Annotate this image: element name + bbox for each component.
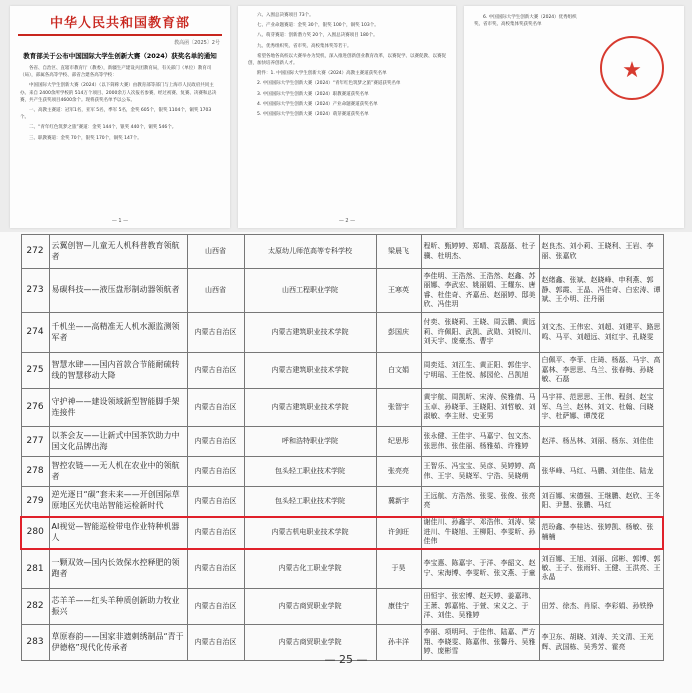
notice-page-3 (464, 6, 684, 228)
row-number: 275 (21, 353, 49, 389)
team-members: 谢佳川、孙鑫宇、邓浩伟、刘涛、梁进川、牛晓旭、王柳阳、李雯昕、孙佳伟 (421, 517, 539, 549)
attachment-item: 3. 中国国际大学生创新大赛（2024）职教赛道获奖名单 (257, 91, 369, 97)
header-red-line (18, 34, 222, 36)
row-number: 273 (21, 269, 49, 313)
table-row (21, 487, 663, 517)
row-number: 279 (21, 487, 49, 517)
school: 太原幼儿师范高等专科学校 (244, 235, 376, 269)
team-members: 王智乐、冯宝宝、吴彦、吴婷婷、高伟、王宇、吴晓军、宁浩、吴晓萌 (421, 457, 539, 487)
table-row (21, 313, 663, 353)
notice-paragraph: 七、产业命题赛道：金奖 30个，银奖 100个，铜奖 103个。 (257, 23, 379, 29)
school: 内蒙古化工职业学院 (244, 549, 376, 589)
province: 山西省 (187, 269, 244, 313)
table-row (21, 427, 663, 457)
row-number: 280 (21, 517, 49, 549)
project-name: 逆光逐日“碳”套未来——开创国际草原地区光伏电站智能运检新时代 (49, 487, 187, 517)
team-members: 田恒宇、张宏博、赵天婷、姜嘉玮、王萧、郭嘉铭、于萱、宋义之、于洋、刘佳、吴雅婷 (421, 589, 539, 625)
background-document-pages (0, 0, 692, 232)
attachment-item: 6. 中国国际大学生创新大赛（2024）优秀组织奖、省市奖、高校集体奖获奖名单 (474, 15, 577, 28)
team-members: 李宝惠、陈嘉宇、于洋、李韶文、赵宁、宋海博、李雯昕、张文燕、于童 (421, 549, 539, 589)
school: 包头轻工职业技术学院 (244, 457, 376, 487)
school: 包头轻工职业技术学院 (244, 487, 376, 517)
project-name: 云翼创智—儿童无人机科普教育领航者 (49, 235, 187, 269)
province: 山西省 (187, 235, 244, 269)
page-number: — 25 — (324, 653, 368, 666)
team-members: 张永健、王佳宇、马嘉宁、包文杰、张思伟、张佳丽、杨雅茹、许雅婷 (421, 427, 539, 457)
leader: 许剑旺 (376, 517, 421, 549)
notice-paragraph: 各省、自治区、直辖市教育厅（教委），新疆生产建设兵团教育局，有关部门（单位）教育司（局），部属各高等学校、部省合建各高等学校： (20, 66, 212, 79)
leader: 彭国庆 (376, 313, 421, 353)
project-name: 易碳科技——液压盘形制动器领航者 (49, 269, 187, 313)
notice-page-2 (238, 6, 456, 228)
province: 内蒙古自治区 (187, 353, 244, 389)
mentors: 马宇祥、范思思、王伟、程剑、赵宝军、乌兰、赵林、刘文、杜翰、闫晓宇、杜萨娜、谭茂花 (539, 389, 663, 427)
table-row (21, 389, 663, 427)
leader: 白文娟 (376, 353, 421, 389)
province: 内蒙古自治区 (187, 427, 244, 457)
table-row (21, 549, 663, 589)
province: 内蒙古自治区 (187, 389, 244, 427)
project-name: 草原春韵——国家非遗刺绣制品“青于伊德格”现代化传承者 (49, 625, 187, 661)
leader: 王寒英 (376, 269, 421, 313)
province: 内蒙古自治区 (187, 589, 244, 625)
notice-paragraph: 中国国际大学生创新大赛（2024）（以下简称大赛）由教育部等部门与上海市人民政府共同主办。来自 2400余所学校的 514万个项目、2000余万人次报名参赛，经过初赛、复赛、决赛和总决赛，共产生获奖项目4600余个。现将获奖名单予以公布。 (20, 83, 217, 103)
school: 呼和浩特职业学院 (244, 427, 376, 457)
mentors: 白佩平、李菲、庄琦、杨磊、马宇、高嘉林、李思思、乌兰、张春梅、孙晓敏、石磊 (539, 353, 663, 389)
leader: 张智宇 (376, 389, 421, 427)
leader: 康佳宁 (376, 589, 421, 625)
school: 山西工程职业学院 (244, 269, 376, 313)
mentors: 赵良杰、刘小莉、王晓利、王岩、李丽、张嘉欣 (539, 235, 663, 269)
mentors: 田芳、徐杰、肖原、李彩娟、孙铁铮 (539, 589, 663, 625)
leader: 冀新宇 (376, 487, 421, 517)
project-name: AI视觉—智能巡检带电作业特种机器人 (49, 517, 187, 549)
team-members: 程昕、甄婷婷、郑晴、袁磊磊、杜子骥、杜明杰、 (421, 235, 539, 269)
project-name: 智慧水肆——国内首款合节能耐硫转线的智慧移动大降 (49, 353, 187, 389)
document-number: 教高函〔2025〕2号 (174, 40, 220, 46)
notice-paragraph: 三、职教赛道：金奖 70个，银奖 170个，铜奖 147个。 (29, 135, 142, 141)
leader: 孙丰洋 (376, 625, 421, 661)
row-number: 278 (21, 457, 49, 487)
mentors: 李卫东、胡晓、刘涛、关文清、王光辉、武国栋、吴秀芳、霍亮 (539, 625, 663, 661)
notice-paragraph: 二、“青年红色筑梦之旅”赛道：金奖 144个，银奖 440个，铜奖 546个。 (29, 125, 177, 131)
table-row-highlighted (21, 517, 663, 549)
school: 内蒙古建筑职业技术学院 (244, 313, 376, 353)
notice-paragraph: 一、高教主赛道：冠军1名，亚军 5名，季军 5名，金奖 605个，银奖 1104个，铜奖 1703个。 (20, 108, 212, 121)
row-number: 281 (21, 549, 49, 589)
team-members: 李佳明、王浩然、王浩然、赵鑫、苏丽娜、李武宏、姚丽娟、王耀东、唐睿、杜佳奇、齐嘉岳、赵丽婷、邸美欣、冯佳玥 (421, 269, 539, 313)
table-row (21, 589, 663, 625)
leader: 纪思彤 (376, 427, 421, 457)
award-list-page (0, 232, 692, 693)
page-number: — 1 — (111, 218, 129, 224)
project-name: 一颗双效—国内长效保水控释肥的领跑者 (49, 549, 187, 589)
province: 内蒙古自治区 (187, 625, 244, 661)
notice-title: 教育部关于公布中国国际大学生创新大赛（2024）获奖名单的通知 (23, 52, 217, 60)
leader: 梁晨飞 (376, 235, 421, 269)
province: 内蒙古自治区 (187, 457, 244, 487)
school: 内蒙古商贸职业学院 (244, 625, 376, 661)
table-row (21, 235, 663, 269)
province: 内蒙古自治区 (187, 487, 244, 517)
row-number: 274 (21, 313, 49, 353)
page-number: — 2 — (338, 218, 356, 224)
leader: 张亮亮 (376, 457, 421, 487)
attachment-item: 2. 中国国际大学生创新大赛（2024）“青年红色筑梦之旅”赛道获奖名单 (257, 81, 401, 87)
project-name: 守护神——建设领域新型智能脚手架连接件 (49, 389, 187, 427)
row-number: 277 (21, 427, 49, 457)
team-members: 付奕、张晓莉、王晓、周云鹏、黄远莉、许佩阳、武凯、武勋、刘锐川、刘天宇、庞豪杰、曹宇 (421, 313, 539, 353)
row-number: 272 (21, 235, 49, 269)
school: 内蒙古建筑职业技术学院 (244, 389, 376, 427)
project-name: 以茶会友——让新式中国茶饮助力中国文化品牌出海 (49, 427, 187, 457)
attachment-item: 5. 中国国际大学生创新大赛（2024）萌芽赛道获奖名单 (257, 111, 369, 117)
province: 内蒙古自治区 (187, 517, 244, 549)
attachment-item: 4. 中国国际大学生创新大赛（2024）产业命题赛道获奖名单 (257, 101, 378, 107)
school: 内蒙古商贸职业学院 (244, 589, 376, 625)
school: 内蒙古机电职业技术学院 (244, 517, 376, 549)
official-seal (600, 36, 664, 100)
mentors: 刘百娜、王旭、刘丽、邱彬、郭博、郭敏、王子、张雨轩、王健、王洪亮、王永晶 (539, 549, 663, 589)
award-table (20, 234, 664, 661)
mentors: 刘文杰、王伟宏、刘超、刘建平、路思鸣、马平、刘超远、刘红宇、孔晓雯 (539, 313, 663, 353)
notice-paragraph: 希望各地各高校以大赛举办为契机，深入推进创新创业教育改革，以赛促学、以赛促教、以赛促创，加快培养创新人才。 (248, 53, 446, 66)
notice-paragraph: 八、萌芽赛道：创新潜力奖 20个，入围总决赛项目 180个。 (257, 33, 378, 39)
row-number: 276 (21, 389, 49, 427)
team-members: 王远航、方浩然、张雯、张俊、张亮亮 (421, 487, 539, 517)
notice-paragraph: 六、入围总决赛项目 73个。 (257, 13, 314, 18)
project-name: 智控农链——无人机在农业中的领航者 (49, 457, 187, 487)
leader: 于昊 (376, 549, 421, 589)
mentors: 赵洋、杨丛林、刘丽、杨东、刘佳佳 (539, 427, 663, 457)
team-members: 李丽、项明珂、于佳伟、陆嘉、严方翔、李晓雯、陈嘉伟、张馨丹、吴雅婷、庞彬雪 (421, 625, 539, 661)
province: 内蒙古自治区 (187, 549, 244, 589)
ministry-header: 中华人民共和国教育部 (49, 16, 190, 31)
province: 内蒙古自治区 (187, 313, 244, 353)
mentors: 赵绪鑫、张斌、赵晓峰、申利燕、郭静、郭霞、王晶、冯佳奇、白宏涛、谭斌、王小明、汪丹丽 (539, 269, 663, 313)
mentors: 张华峰、马红、马鹏、刘佳佳、陆龙 (539, 457, 663, 487)
table-row (21, 457, 663, 487)
school: 内蒙古建筑职业技术学院 (244, 353, 376, 389)
table-row (21, 353, 663, 389)
mentors: 范玢鑫、李桂达、张婷凯、杨敏、张楠楠 (539, 517, 663, 549)
team-members: 黄宇航、周凯昕、宋涛、侯雅倩、马玉卓、孙晓菲、王晓阳、刘哲敏、刘淑敏、李主财、史亚男 (421, 389, 539, 427)
attachment-item: 附件：1. 中国国际大学生创新大赛（2024）高教主赛道获奖名单 (257, 71, 387, 77)
notice-page-1 (10, 6, 230, 228)
project-name: 千机坐——高精准无人机水源监测领军者 (49, 313, 187, 353)
notice-paragraph: 九、优秀组织奖、省市奖、高校集体奖等若干。 (257, 43, 352, 49)
project-name: 芯羊羊——红头羊种质创新助力牧业振兴 (49, 589, 187, 625)
table-row (21, 269, 663, 313)
seal-star-icon: ★ (622, 58, 642, 83)
row-number: 282 (21, 589, 49, 625)
row-number: 283 (21, 625, 49, 661)
team-members: 周奕廷、刘江生、黄正阳、郭佳宇、宁明瑶、王佳悦、郝园伦、吕凯旭 (421, 353, 539, 389)
mentors: 刘百娜、宋德强、王继鹏、赵欣、王冬阳、尹慧、张鹏、马红 (539, 487, 663, 517)
